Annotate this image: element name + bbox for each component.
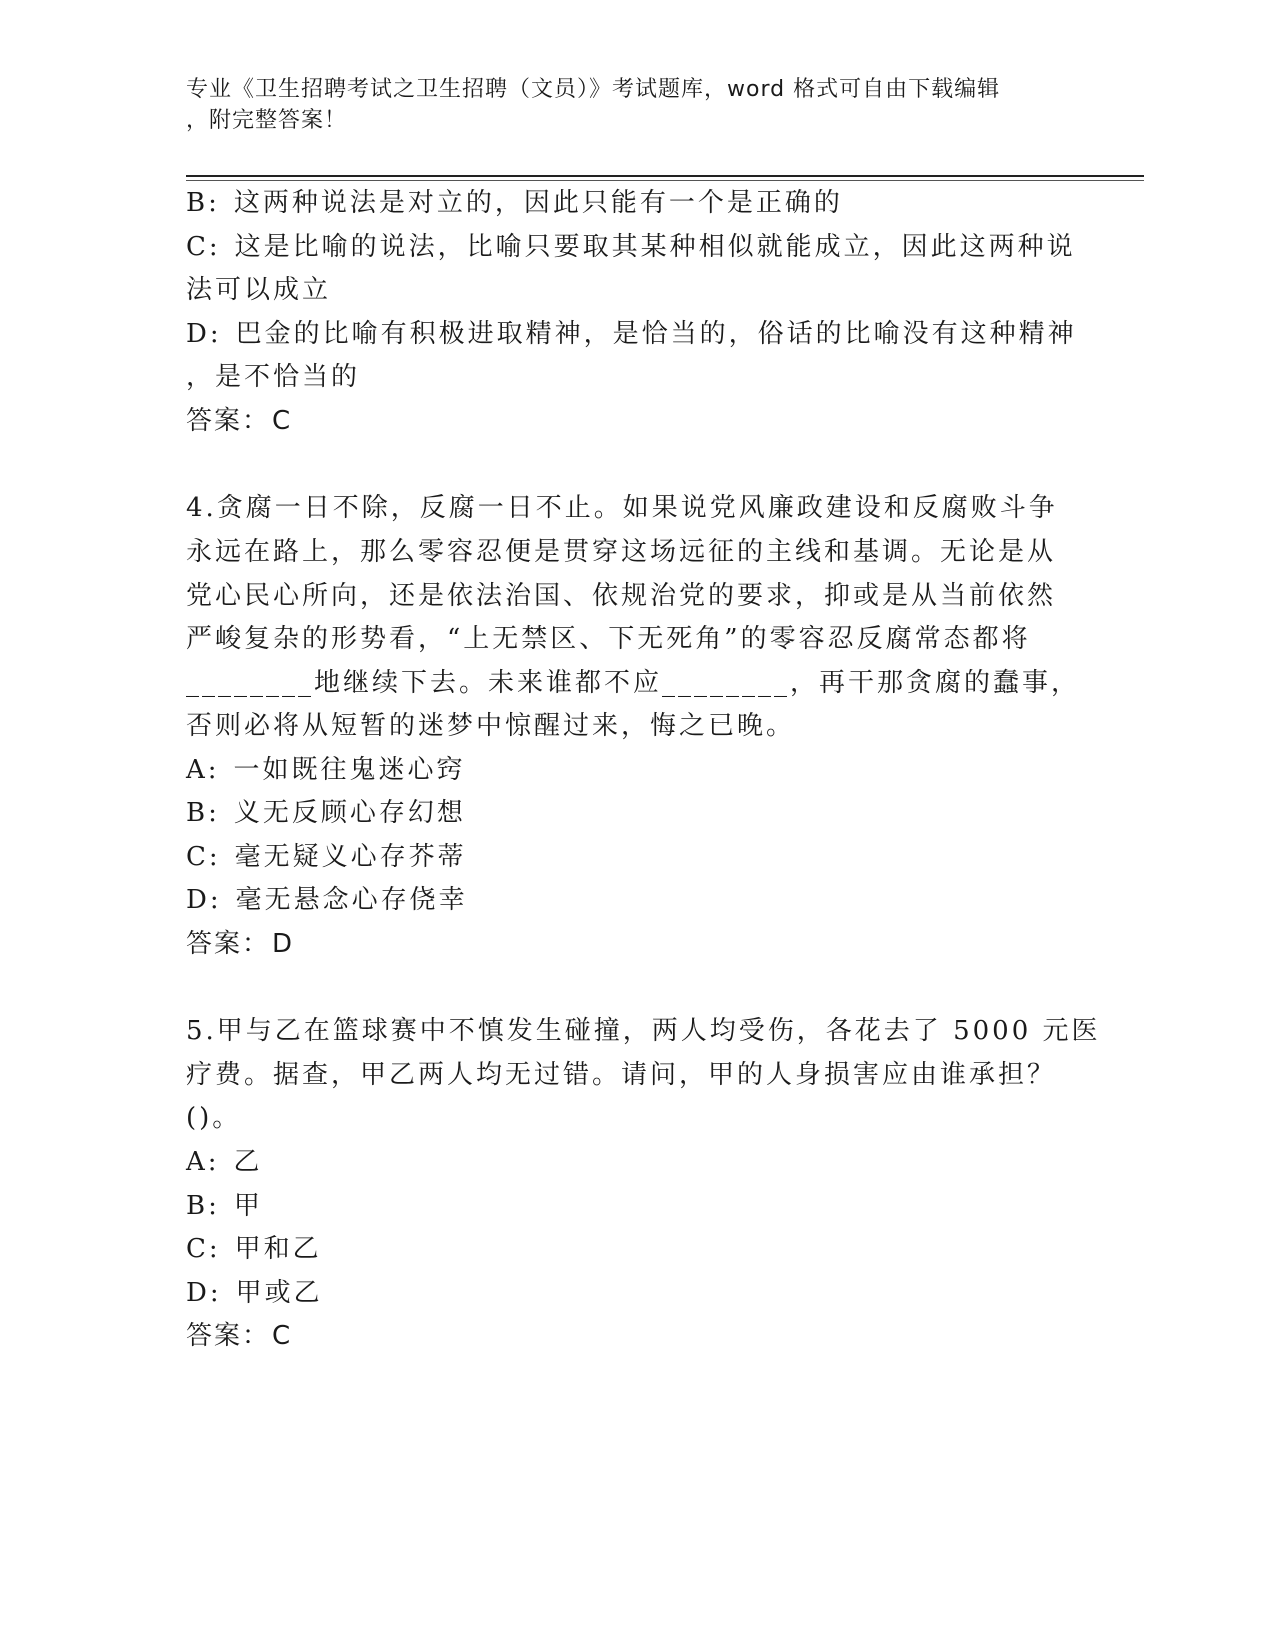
q4-option-d [186, 883, 468, 917]
q5-option-a [186, 1145, 263, 1179]
answer-label: 答案： [186, 1321, 271, 1351]
answer-label: 答案： [186, 406, 271, 436]
answer-value: D [272, 929, 295, 959]
q5-option-b [186, 1189, 263, 1223]
q3-option-b [186, 186, 843, 220]
q4-answer [186, 927, 294, 961]
document-header [186, 74, 1086, 136]
header-rule-thick [186, 175, 1144, 177]
q5-stem-line: 5.甲与乙在篮球赛中不慎发生碰撞，两人均受伤，各花去了 5000 元医 [186, 1016, 1101, 1046]
option-text: 毫无疑义心存芥蒂 [234, 842, 467, 872]
option-text: 这是比喻的说法，比喻只要取其某种相似就能成立，因此这两种说 [234, 232, 1076, 262]
option-letter: D: [186, 1278, 222, 1308]
q5-option-c [186, 1232, 322, 1266]
q4-option-b [186, 796, 466, 830]
option-letter: A: [186, 755, 220, 785]
q4-stem-line: 党心民心所向，还是依法治国、依规治党的要求，抑或是从当前依然 [186, 581, 1057, 611]
header-line-2: ，附完整答案！ [186, 108, 348, 133]
option-text: 甲 [233, 1191, 263, 1221]
q3-option-c-cont: 法可以成立 [186, 275, 332, 305]
q4-stem-line: 永远在路上，那么零容忍便是贯穿这场远征的主线和基调。无论是从 [186, 537, 1057, 567]
option-letter: D: [186, 885, 222, 915]
q5-option-d [186, 1276, 323, 1310]
answer-value: C [272, 1321, 293, 1351]
option-text: 甲和乙 [234, 1234, 322, 1264]
answer-label: 答案： [186, 929, 271, 959]
option-letter: D: [186, 319, 222, 349]
option-text: 甲或乙 [235, 1278, 323, 1308]
q4-stem-line: 严峻复杂的形势看，“上无禁区、下无死角”的零容忍反腐常态都将 [186, 624, 1031, 654]
option-text: 乙 [233, 1147, 263, 1177]
option-letter: C: [186, 842, 221, 872]
q3-option-c [186, 230, 1076, 264]
q4-stem-line: ________地继续下去。未来谁都不应________，再干那贪腐的蠢事， [186, 668, 1081, 698]
option-text: 义无反顾心存幻想 [233, 798, 466, 828]
header-line-1: 专业《卫生招聘考试之卫生招聘（文员）》考试题库，word 格式可自由下载编辑 [186, 77, 1001, 102]
option-text: 毫无悬念心存侥幸 [235, 885, 468, 915]
q4-stem-line: 4.贪腐一日不除，反腐一日不止。如果说党风廉政建设和反腐败斗争 [186, 493, 1058, 523]
q4-option-c [186, 840, 467, 874]
q5-stem-line: ()。 [186, 1103, 242, 1133]
option-text: 一如既往鬼迷心窍 [233, 755, 466, 785]
q3-option-d [186, 317, 1077, 351]
header-rule-thin [186, 180, 1144, 181]
option-letter: C: [186, 232, 221, 262]
option-letter: B: [186, 798, 220, 828]
q5-stem-line: 疗费。据查，甲乙两人均无过错。请问，甲的人身损害应由谁承担？ [186, 1060, 1057, 1090]
option-letter: B: [186, 188, 220, 218]
option-letter: C: [186, 1234, 221, 1264]
q3-option-d-cont: ，是不恰当的 [186, 362, 361, 392]
q4-stem-line: 否则必将从短暂的迷梦中惊醒过来，悔之已晚。 [186, 711, 796, 741]
q4-option-a [186, 753, 466, 787]
option-letter: A: [186, 1147, 220, 1177]
q3-answer [186, 404, 292, 438]
q5-answer [186, 1319, 292, 1353]
option-text: 这两种说法是对立的，因此只能有一个是正确的 [233, 188, 843, 218]
answer-value: C [272, 406, 293, 436]
option-letter: B: [186, 1191, 220, 1221]
option-text: 巴金的比喻有积极进取精神，是恰当的，俗话的比喻没有这种精神 [235, 319, 1077, 349]
